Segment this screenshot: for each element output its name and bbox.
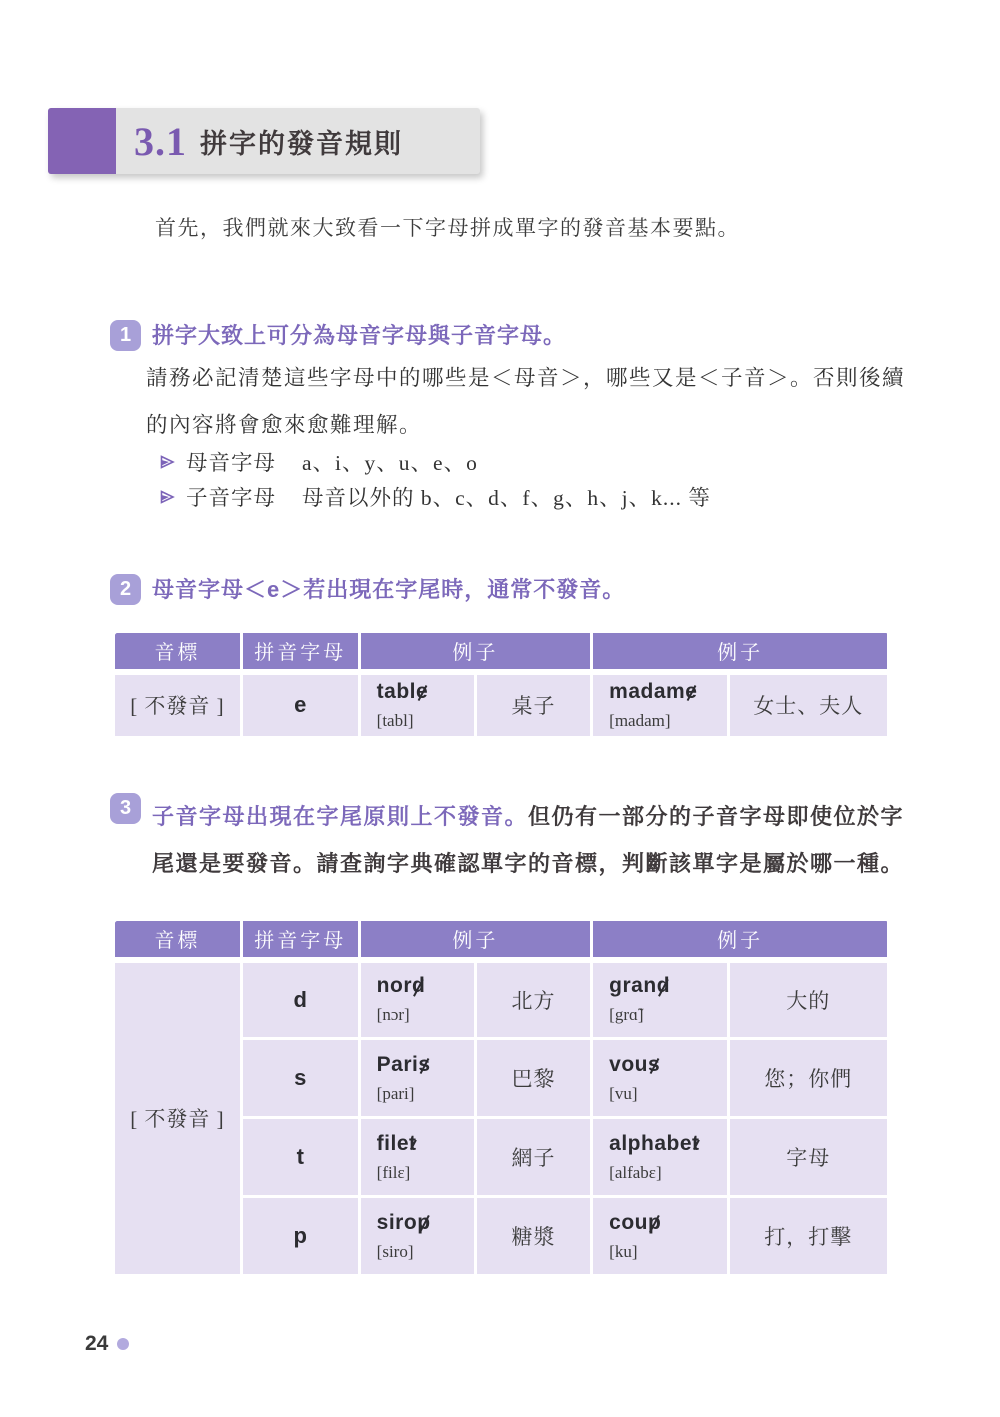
example-ipa: [alfabɛ] [609, 1162, 662, 1182]
example-meaning-cell: 大的 [728, 960, 888, 1039]
example-meaning-cell: 打，打擊 [728, 1197, 888, 1276]
phonetic-cell: [ 不發音 ] [114, 960, 242, 1276]
example-meaning-cell: 糖漿 [475, 1197, 591, 1276]
col-header-letter: 拼音字母 [241, 920, 359, 960]
example-word: madame [609, 679, 698, 703]
col-header-example-2: 例子 [592, 632, 889, 672]
example-ipa: [vu] [609, 1083, 638, 1103]
letter-cell: d [241, 960, 359, 1039]
bullet-arrow-icon [160, 489, 175, 505]
point-3-heading [152, 793, 910, 887]
silent-e-table [112, 630, 890, 739]
letter-cell: t [241, 1118, 359, 1197]
example-ipa: [ku] [609, 1241, 638, 1261]
section-header [48, 108, 480, 174]
point-3 [110, 793, 910, 887]
example-word-cell [592, 1039, 728, 1118]
silent-letter: s [418, 1052, 431, 1076]
example-word-cell [359, 672, 475, 738]
intro-paragraph: 首先，我們就來大致看一下字母拼成單字的發音基本要點。 [155, 216, 740, 240]
example-word: grand [609, 974, 671, 998]
bullet-label: 子音字母 [186, 486, 277, 510]
point-2-heading: 母音字母＜e＞若出現在字尾時，通常不發音。 [152, 577, 626, 602]
silent-letter: d [412, 974, 426, 998]
example-word-cell [592, 1197, 728, 1276]
col-header-example-1: 例子 [359, 632, 592, 672]
page-dot-icon [117, 1338, 129, 1350]
point-1-body: 請務必記清楚這些字母中的哪些是＜母音＞，哪些又是＜子音＞。否則後續的內容將會愈來愈難理解。 [146, 366, 906, 437]
example-meaning-cell: 桌子 [475, 672, 591, 738]
table-header-row [114, 920, 889, 960]
point-1-number-badge: 1 [110, 320, 141, 351]
point-3-heading-rest: 但仍有一部分的子音字母即使位於字尾還是要發音。請查詢字典確認單字的音標，判斷該單字是屬於哪一種。 [152, 804, 905, 876]
bullet-label: 母音字母 [186, 451, 277, 475]
example-word: filet [376, 1131, 417, 1155]
example-ipa: [nɔr] [376, 1005, 410, 1025]
bullet-consonants [160, 479, 711, 514]
bullet-content: a、i、y、u、e、o [302, 451, 478, 475]
point-3-heading-highlight: 子音字母出現在字尾原則上不發音。 [152, 804, 529, 829]
example-meaning-cell: 巴黎 [475, 1039, 591, 1118]
example-ipa: [tabl] [376, 710, 414, 730]
col-header-phonetic: 音標 [114, 920, 242, 960]
silent-letter: s [648, 1052, 661, 1076]
point-1 [110, 320, 566, 351]
letter-cell: p [241, 1197, 359, 1276]
col-header-example-2: 例子 [592, 920, 889, 960]
example-meaning-cell: 您；你們 [728, 1039, 888, 1118]
example-word: vous [609, 1052, 661, 1076]
example-word: nord [376, 974, 426, 998]
bullet-arrow-icon [160, 454, 175, 470]
section-number: 3.1 [134, 118, 187, 164]
example-word-cell [359, 960, 475, 1039]
col-header-letter: 拼音字母 [241, 632, 359, 672]
silent-letter: t [409, 1131, 417, 1155]
silent-consonants-table [112, 918, 890, 1277]
example-word: sirop [376, 1210, 431, 1234]
point-3-number-badge: 3 [110, 793, 141, 824]
point-1-heading: 拼字大致上可分為母音字母與子音字母。 [152, 323, 567, 348]
example-meaning-cell: 北方 [475, 960, 591, 1039]
letter-cell: s [241, 1039, 359, 1118]
example-word-cell [592, 1118, 728, 1197]
point-2 [110, 574, 625, 605]
silent-letter: e [685, 679, 698, 703]
silent-letter: d [656, 974, 671, 998]
section-marker-square [48, 108, 116, 174]
example-word-cell [592, 672, 728, 738]
example-word-cell [592, 960, 728, 1039]
bullet-list [160, 444, 711, 514]
example-meaning-cell: 網子 [475, 1118, 591, 1197]
silent-letter: p [417, 1210, 431, 1234]
example-ipa: [filɛ] [376, 1162, 411, 1182]
example-word: alphabet [609, 1131, 700, 1155]
phonetic-cell: [ 不發音 ] [114, 672, 242, 738]
page-number: 24 [85, 1332, 109, 1355]
col-header-example-1: 例子 [359, 920, 592, 960]
example-word-cell [359, 1118, 475, 1197]
example-word: coup [609, 1210, 662, 1234]
silent-letter: t [692, 1131, 700, 1155]
example-word: Paris [376, 1052, 431, 1076]
table-row [114, 960, 889, 1039]
bullet-content: 母音以外的 b、c、d、f、g、h、j、k... 等 [302, 486, 711, 510]
bullet-vowels [160, 444, 711, 479]
section-title: 拼字的發音規則 [200, 128, 403, 159]
example-ipa: [madam] [609, 710, 671, 730]
letter-cell: e [241, 672, 359, 738]
example-ipa: [siro] [376, 1241, 414, 1261]
example-ipa: [pari] [376, 1083, 415, 1103]
silent-letter: p [648, 1210, 662, 1234]
table-header-row [114, 632, 889, 672]
table-row [114, 672, 889, 738]
example-ipa: [grɑ̃] [609, 1005, 644, 1025]
silent-letter: e [416, 679, 429, 703]
page-footer [85, 1332, 129, 1356]
col-header-phonetic: 音標 [114, 632, 242, 672]
example-meaning-cell: 女士、夫人 [728, 672, 888, 738]
example-word: table [376, 679, 429, 703]
example-meaning-cell: 字母 [728, 1118, 888, 1197]
point-2-number-badge: 2 [110, 574, 141, 605]
example-word-cell [359, 1197, 475, 1276]
example-word-cell [359, 1039, 475, 1118]
